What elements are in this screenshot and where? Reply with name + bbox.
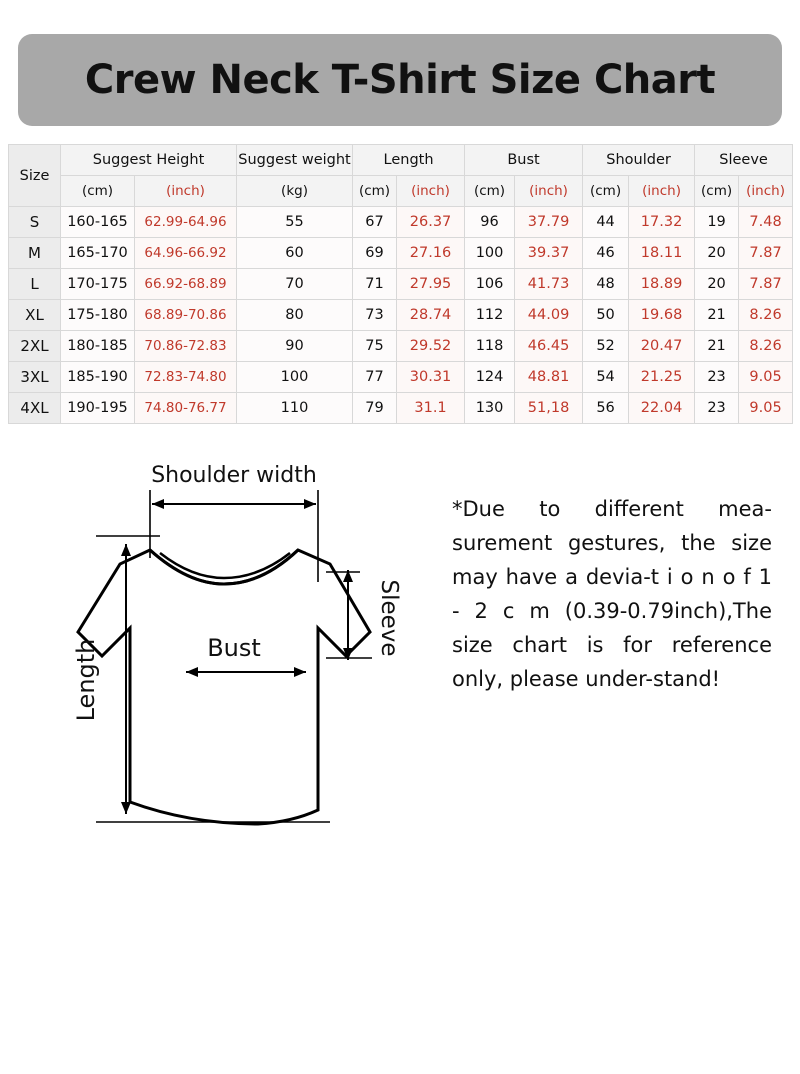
cell-sleeve-cm: 23 bbox=[695, 362, 739, 393]
cell-height-cm: 190-195 bbox=[61, 393, 135, 424]
cell-sleeve-inch: 9.05 bbox=[739, 393, 793, 424]
table-row bbox=[9, 300, 793, 331]
unit-bust-inch: (inch) bbox=[515, 176, 583, 207]
header-shoulder: Shoulder bbox=[583, 145, 695, 176]
cell-sleeve-cm: 20 bbox=[695, 238, 739, 269]
cell-weight-kg: 110 bbox=[237, 393, 353, 424]
header-bust: Bust bbox=[465, 145, 583, 176]
measurement-disclaimer: *Due to different mea-surement gestures, the size may have a devia-t i o n o f 1 - 2 c m (0.39-0.79inch),The size chart is for reference only, please under-stand! bbox=[452, 497, 772, 692]
unit-sleeve-inch: (inch) bbox=[739, 176, 793, 207]
cell-shoulder-cm: 48 bbox=[583, 269, 629, 300]
cell-bust-inch: 46.45 bbox=[515, 331, 583, 362]
cell-shoulder-inch: 17.32 bbox=[629, 207, 695, 238]
header-suggest-weight: Suggest weight bbox=[237, 145, 353, 176]
table-header-units bbox=[9, 176, 793, 207]
cell-height-cm: 180-185 bbox=[61, 331, 135, 362]
cell-weight-kg: 100 bbox=[237, 362, 353, 393]
table-header-groups bbox=[9, 145, 793, 176]
cell-bust-inch: 44.09 bbox=[515, 300, 583, 331]
cell-height-cm: 185-190 bbox=[61, 362, 135, 393]
cell-size: 3XL bbox=[9, 362, 61, 393]
bottom-section bbox=[0, 432, 800, 852]
cell-length-cm: 79 bbox=[353, 393, 397, 424]
unit-height-inch: (inch) bbox=[135, 176, 237, 207]
cell-shoulder-inch: 18.89 bbox=[629, 269, 695, 300]
cell-shoulder-inch: 22.04 bbox=[629, 393, 695, 424]
cell-bust-inch: 41.73 bbox=[515, 269, 583, 300]
tshirt-measurement-diagram bbox=[30, 432, 430, 847]
cell-height-inch: 66.92-68.89 bbox=[135, 269, 237, 300]
header-suggest-height: Suggest Height bbox=[61, 145, 237, 176]
cell-height-inch: 62.99-64.96 bbox=[135, 207, 237, 238]
shoulder-width-label: Shoulder width bbox=[151, 463, 317, 488]
cell-bust-cm: 96 bbox=[465, 207, 515, 238]
cell-size: XL bbox=[9, 300, 61, 331]
cell-height-inch: 68.89-70.86 bbox=[135, 300, 237, 331]
cell-bust-inch: 37.79 bbox=[515, 207, 583, 238]
cell-shoulder-cm: 50 bbox=[583, 300, 629, 331]
table-row bbox=[9, 269, 793, 300]
size-chart-page bbox=[0, 34, 800, 1074]
cell-sleeve-cm: 21 bbox=[695, 300, 739, 331]
table-row bbox=[9, 331, 793, 362]
cell-bust-cm: 106 bbox=[465, 269, 515, 300]
cell-weight-kg: 90 bbox=[237, 331, 353, 362]
cell-height-inch: 70.86-72.83 bbox=[135, 331, 237, 362]
cell-bust-inch: 48.81 bbox=[515, 362, 583, 393]
cell-length-inch: 27.95 bbox=[397, 269, 465, 300]
cell-bust-cm: 130 bbox=[465, 393, 515, 424]
cell-shoulder-inch: 20.47 bbox=[629, 331, 695, 362]
unit-height-cm: (cm) bbox=[61, 176, 135, 207]
cell-length-cm: 77 bbox=[353, 362, 397, 393]
cell-weight-kg: 70 bbox=[237, 269, 353, 300]
table-row bbox=[9, 207, 793, 238]
cell-height-cm: 160-165 bbox=[61, 207, 135, 238]
cell-length-cm: 73 bbox=[353, 300, 397, 331]
unit-shoulder-cm: (cm) bbox=[583, 176, 629, 207]
cell-bust-inch: 39.37 bbox=[515, 238, 583, 269]
header-sleeve: Sleeve bbox=[695, 145, 793, 176]
cell-shoulder-cm: 56 bbox=[583, 393, 629, 424]
cell-sleeve-cm: 21 bbox=[695, 331, 739, 362]
shoulder-arrow-right bbox=[304, 499, 316, 509]
cell-bust-cm: 112 bbox=[465, 300, 515, 331]
cell-sleeve-cm: 19 bbox=[695, 207, 739, 238]
header-length: Length bbox=[353, 145, 465, 176]
cell-height-cm: 170-175 bbox=[61, 269, 135, 300]
unit-shoulder-inch: (inch) bbox=[629, 176, 695, 207]
cell-height-inch: 72.83-74.80 bbox=[135, 362, 237, 393]
sleeve-label: Sleeve bbox=[376, 579, 402, 657]
cell-size: L bbox=[9, 269, 61, 300]
header-size: Size bbox=[9, 145, 61, 207]
cell-sleeve-cm: 23 bbox=[695, 393, 739, 424]
cell-shoulder-cm: 44 bbox=[583, 207, 629, 238]
shoulder-arrow-left bbox=[152, 499, 164, 509]
cell-length-inch: 26.37 bbox=[397, 207, 465, 238]
cell-height-inch: 64.96-66.92 bbox=[135, 238, 237, 269]
cell-shoulder-cm: 52 bbox=[583, 331, 629, 362]
page-title: Crew Neck T-Shirt Size Chart bbox=[84, 57, 716, 103]
cell-sleeve-inch: 8.26 bbox=[739, 300, 793, 331]
cell-shoulder-cm: 54 bbox=[583, 362, 629, 393]
unit-weight-kg: (kg) bbox=[237, 176, 353, 207]
cell-bust-cm: 124 bbox=[465, 362, 515, 393]
cell-weight-kg: 60 bbox=[237, 238, 353, 269]
cell-size: M bbox=[9, 238, 61, 269]
unit-bust-cm: (cm) bbox=[465, 176, 515, 207]
length-arrow-top bbox=[121, 544, 131, 556]
cell-sleeve-inch: 9.05 bbox=[739, 362, 793, 393]
unit-length-cm: (cm) bbox=[353, 176, 397, 207]
cell-length-inch: 30.31 bbox=[397, 362, 465, 393]
table-row bbox=[9, 393, 793, 424]
unit-length-inch: (inch) bbox=[397, 176, 465, 207]
cell-sleeve-inch: 7.87 bbox=[739, 269, 793, 300]
table-row bbox=[9, 362, 793, 393]
cell-weight-kg: 80 bbox=[237, 300, 353, 331]
cell-length-cm: 67 bbox=[353, 207, 397, 238]
cell-bust-cm: 100 bbox=[465, 238, 515, 269]
tshirt-body-outline bbox=[78, 550, 370, 824]
cell-sleeve-inch: 7.87 bbox=[739, 238, 793, 269]
cell-length-inch: 27.16 bbox=[397, 238, 465, 269]
cell-bust-cm: 118 bbox=[465, 331, 515, 362]
unit-sleeve-cm: (cm) bbox=[695, 176, 739, 207]
cell-bust-inch: 51,18 bbox=[515, 393, 583, 424]
cell-weight-kg: 55 bbox=[237, 207, 353, 238]
length-label: Length bbox=[72, 638, 100, 722]
cell-height-inch: 74.80-76.77 bbox=[135, 393, 237, 424]
cell-shoulder-inch: 21.25 bbox=[629, 362, 695, 393]
cell-sleeve-inch: 8.26 bbox=[739, 331, 793, 362]
cell-size: S bbox=[9, 207, 61, 238]
size-table bbox=[8, 144, 793, 424]
cell-length-cm: 69 bbox=[353, 238, 397, 269]
table-row bbox=[9, 238, 793, 269]
cell-shoulder-cm: 46 bbox=[583, 238, 629, 269]
title-banner bbox=[18, 34, 782, 126]
cell-length-cm: 75 bbox=[353, 331, 397, 362]
cell-sleeve-cm: 20 bbox=[695, 269, 739, 300]
cell-height-cm: 175-180 bbox=[61, 300, 135, 331]
cell-shoulder-inch: 19.68 bbox=[629, 300, 695, 331]
cell-length-inch: 28.74 bbox=[397, 300, 465, 331]
cell-size: 4XL bbox=[9, 393, 61, 424]
cell-length-inch: 29.52 bbox=[397, 331, 465, 362]
cell-shoulder-inch: 18.11 bbox=[629, 238, 695, 269]
cell-length-inch: 31.1 bbox=[397, 393, 465, 424]
size-table-wrap bbox=[8, 144, 792, 424]
bust-label: Bust bbox=[207, 634, 261, 662]
cell-length-cm: 71 bbox=[353, 269, 397, 300]
length-arrow-bottom bbox=[121, 802, 131, 814]
cell-height-cm: 165-170 bbox=[61, 238, 135, 269]
cell-size: 2XL bbox=[9, 331, 61, 362]
cell-sleeve-inch: 7.48 bbox=[739, 207, 793, 238]
